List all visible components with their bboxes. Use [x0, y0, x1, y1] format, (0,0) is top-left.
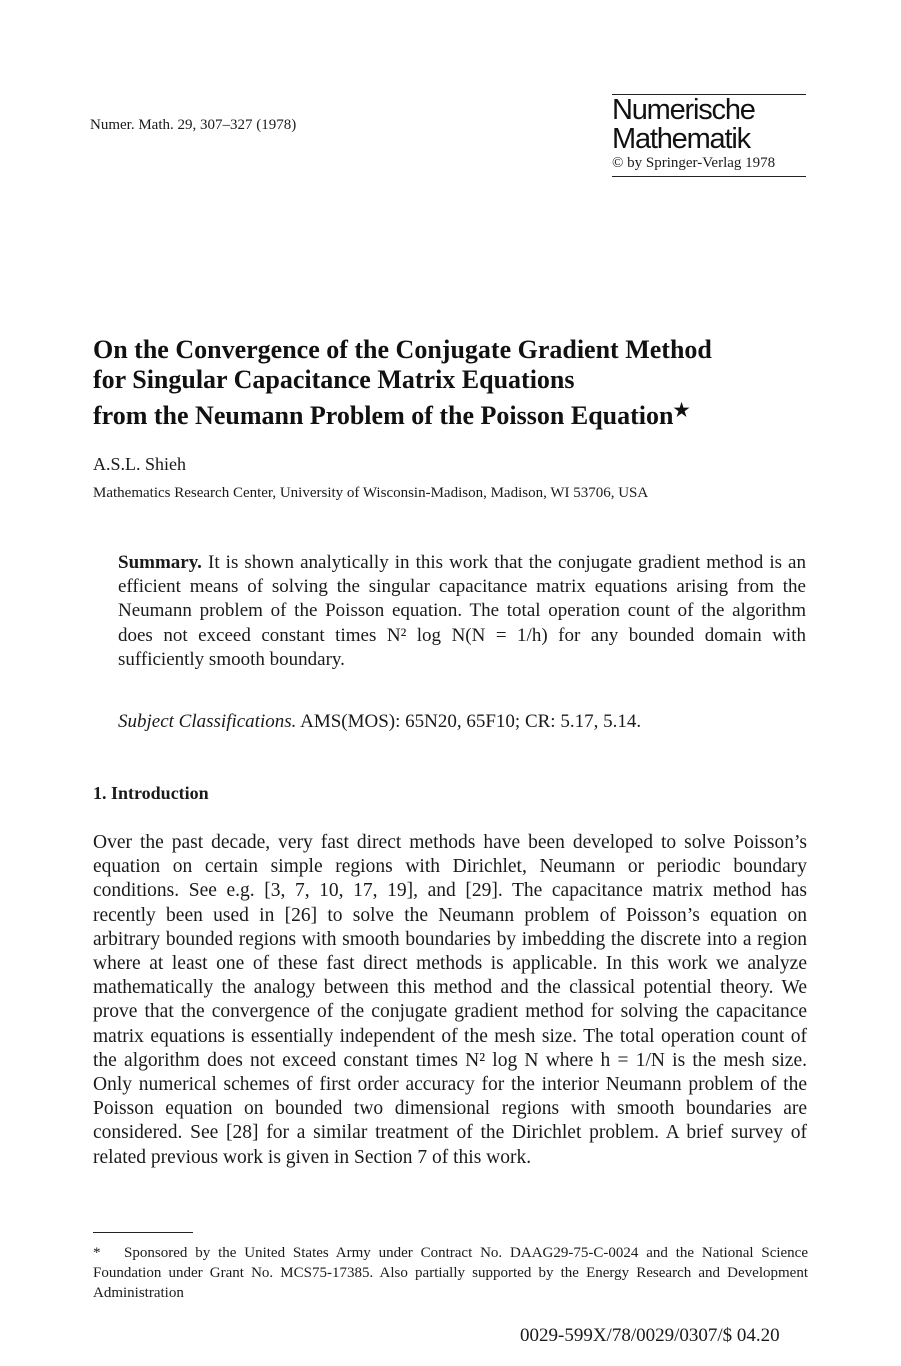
subject-classifications — [118, 711, 641, 733]
title-line-3-text: from the Neumann Problem of the Poisson Equation — [93, 401, 674, 430]
footnote-star-icon: ★ — [673, 400, 690, 420]
title-line-1: On the Convergence of the Conjugate Gradient Method — [93, 335, 712, 364]
author-affiliation: Mathematics Research Center, University of Wisconsin-Madison, Madison, WI 53706, USA — [93, 485, 649, 501]
footnote — [93, 1243, 808, 1303]
introduction-paragraph: Over the past decade, very fast direct methods have been developed to solve Poisson’s equation on certain simple regions with Dirichlet, Neumann or periodic boundary conditions. See e.g. [3, 7, 10, 17, 19], and [29]. The capacitance matrix method has recently been used in [26] to solve the Neumann problem of Poisson’s equation on arbitrary bounded regions with smooth boundaries by imbedding the discrete into a region where at least one of these fast direct methods is applicable. In this work we analyze mathematically the analogy between this method and the classical potential theory. We prove that the convergence of the conjugate gradient method for solving the capacitance matrix equations is essentially independent of the mesh size. The total operation count of the algorithm does not exceed constant times N² log N where h = 1/N is the mesh size. Only numerical schemes of first order accuracy for the interior Neumann problem of the Poisson equation on bounded two dimensional regions with smooth boundaries are considered. See [28] for a similar treatment of the Dirichlet problem. A brief survey of related previous work is given in Section 7 of this work. — [93, 832, 807, 1168]
journal-name-line2: Mathematik — [612, 123, 750, 155]
journal-citation: Numer. Math. 29, 307–327 (1978) — [90, 117, 297, 133]
subject-label: Subject Classifications. — [118, 711, 297, 732]
section-heading: 1. Introduction — [93, 783, 209, 803]
title-line-3 — [93, 395, 833, 431]
footnote-text: Sponsored by the United States Army under Contract No. DAAG29-75-C-0024 and the National Science Foundation under Grant No. MCS75-17385. Also partially supported by the Energy Research and Development Administration — [93, 1245, 809, 1301]
masthead-bottom-rule — [612, 176, 806, 177]
copyright-notice: © by Springer-Verlag 1978 — [612, 155, 776, 171]
title-line-2: for Singular Capacitance Matrix Equations — [93, 365, 575, 394]
subject-text: AMS(MOS): 65N20, 65F10; CR: 5.17, 5.14. — [300, 711, 642, 732]
journal-name-line1: Numerische — [612, 94, 755, 126]
article-code: 0029-599X/78/0029/0307/$ 04.20 — [520, 1325, 780, 1346]
summary-label: Summary. — [118, 552, 202, 573]
paper-title — [93, 335, 833, 431]
summary-paragraph — [118, 551, 806, 672]
summary-text: It is shown analytically in this work that the conjugate gradient method is an efficient means of solving the singular capacitance matrix equations arising from the Neumann problem of the Poisson equation. The total operation count of the algorithm does not exceed constant times N² log N(N = 1/h) for any bounded domain with sufficiently smooth boundary. — [118, 552, 806, 670]
footnote-marker: * — [93, 1245, 101, 1261]
journal-masthead — [612, 94, 806, 177]
author-name: A.S.L. Shieh — [93, 454, 187, 474]
footnote-divider — [93, 1232, 193, 1233]
